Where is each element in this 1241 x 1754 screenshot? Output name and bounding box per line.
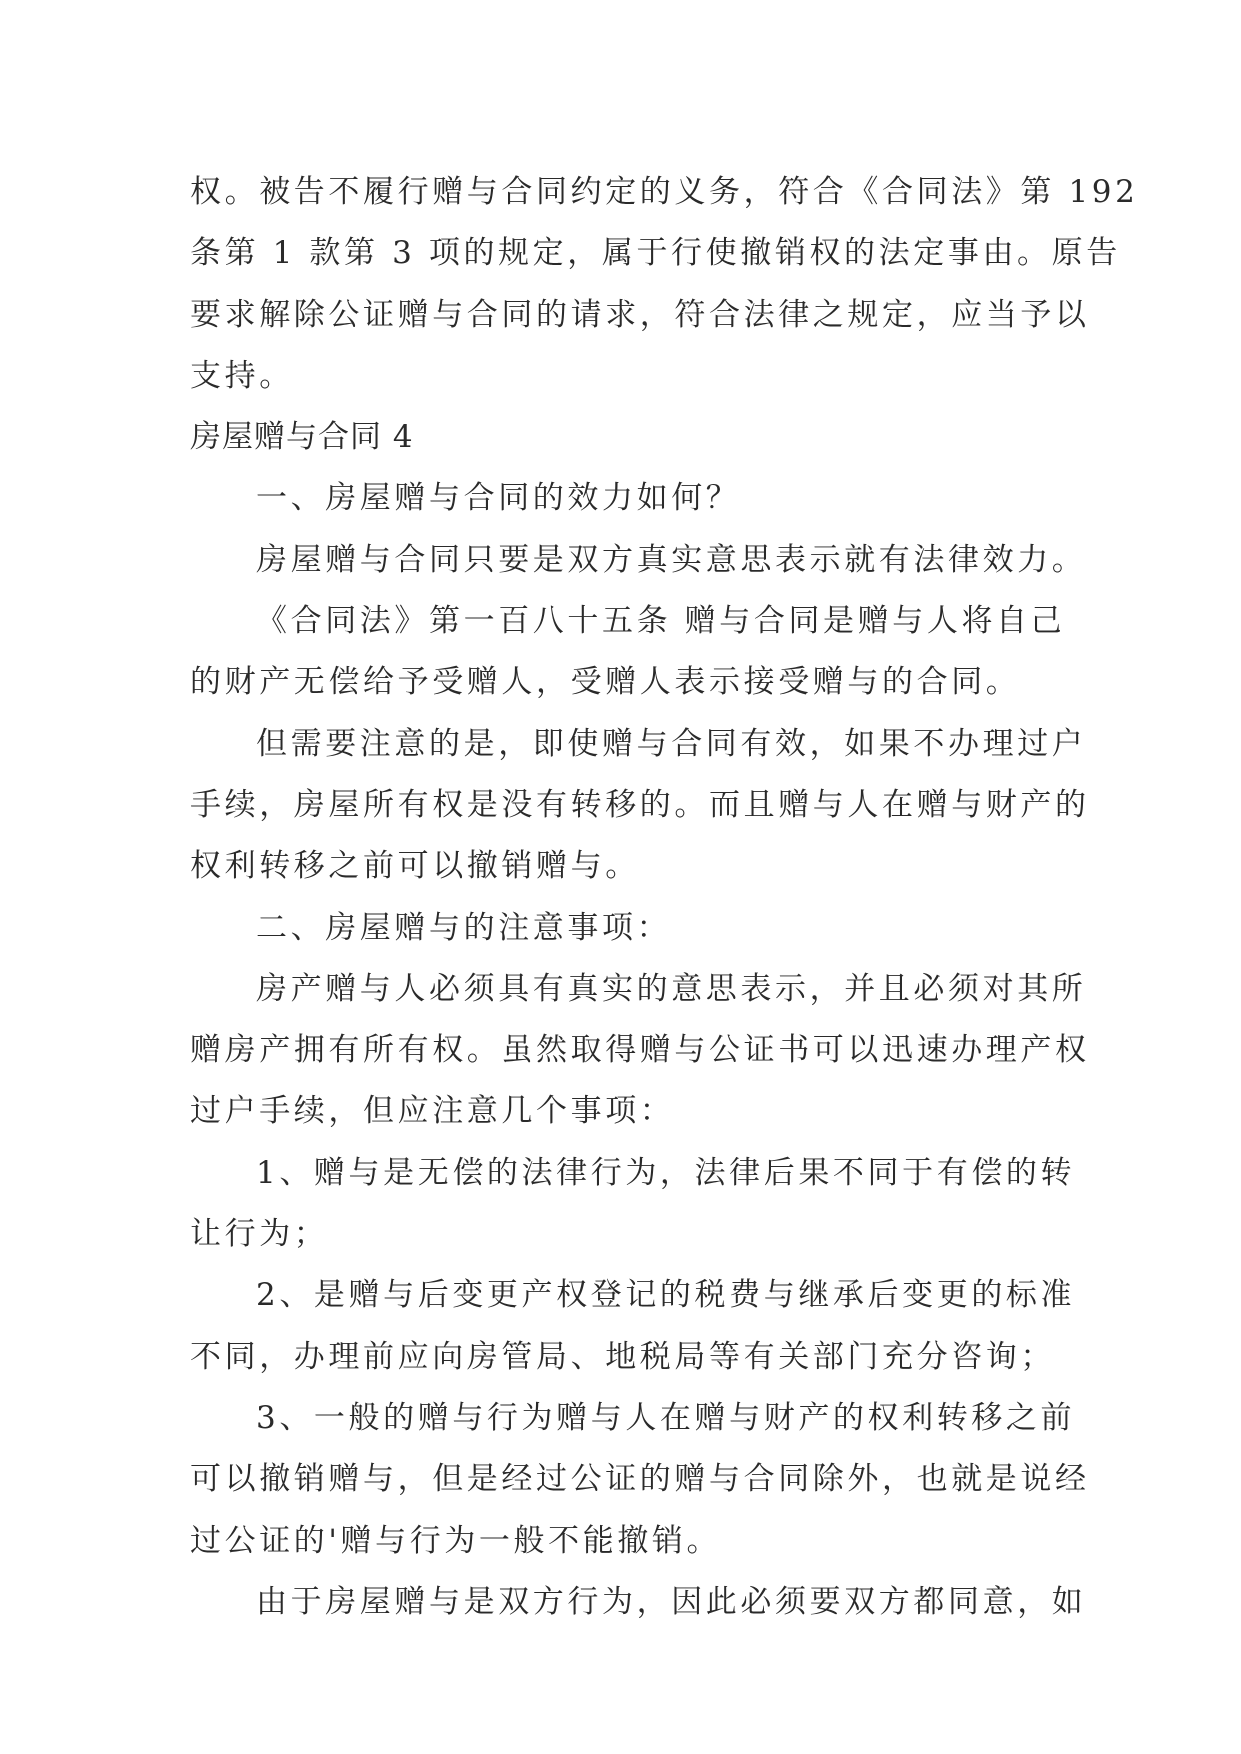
document-body [190, 162, 1139, 1633]
document-line: 要求解除公证赠与合同的请求，符合法律之规定，应当予以 [190, 296, 1090, 333]
document-line: 房屋赠与合同只要是双方真实意思表示就有法律效力。 [256, 541, 1087, 578]
document-line: 权利转移之前可以撤销赠与。 [190, 848, 640, 885]
document-line: 的财产无偿给予受赠人，受赠人表示接受赠与的合同。 [190, 664, 1021, 701]
document-line: 房产赠与人必须具有真实的意思表示，并且必须对其所 [256, 970, 1087, 1007]
document-line: 由于房屋赠与是双方行为，因此必须要双方都同意，如 [256, 1583, 1087, 1620]
document-line: 二、房屋赠与的注意事项： [256, 909, 672, 946]
document-line: 赠房产拥有所有权。虽然取得赠与公证书可以迅速办理产权 [190, 1032, 1090, 1069]
document-line: 手续，房屋所有权是没有转移的。而且赠与人在赠与财产的 [190, 786, 1090, 823]
document-line: 3、一般的赠与行为赠与人在赠与财产的权利转移之前 [256, 1399, 1076, 1436]
document-line: 让行为； [190, 1216, 329, 1253]
section-title: 房屋赠与合同 4 [190, 419, 414, 456]
document-line: 一、房屋赠与合同的效力如何？ [256, 480, 741, 517]
document-line: 1、赠与是无偿的法律行为，法律后果不同于有偿的转 [256, 1154, 1076, 1191]
document-line: 过公证的'赠与行为一般不能撤销。 [190, 1522, 722, 1559]
document-line: 过户手续，但应注意几个事项： [190, 1093, 675, 1130]
document-line: 条第 1 款第 3 项的规定，属于行使撤销权的法定事由。原告 [190, 235, 1121, 272]
document-line: 权。被告不履行赠与合同约定的义务，符合《合同法》第 192 [190, 174, 1139, 210]
document-line: 不同，办理前应向房管局、地税局等有关部门充分咨询； [190, 1338, 1055, 1375]
document-line: 但需要注意的是，即使赠与合同有效，如果不办理过户 [256, 725, 1087, 762]
document-line: 2、是赠与后变更产权登记的税费与继承后变更的标准 [256, 1277, 1076, 1314]
document-line: 《合同法》第一百八十五条 赠与合同是赠与人将自己 [256, 603, 1066, 640]
document-line: 支持。 [190, 357, 294, 394]
document-line: 可以撤销赠与，但是经过公证的赠与合同除外，也就是说经 [190, 1461, 1090, 1498]
